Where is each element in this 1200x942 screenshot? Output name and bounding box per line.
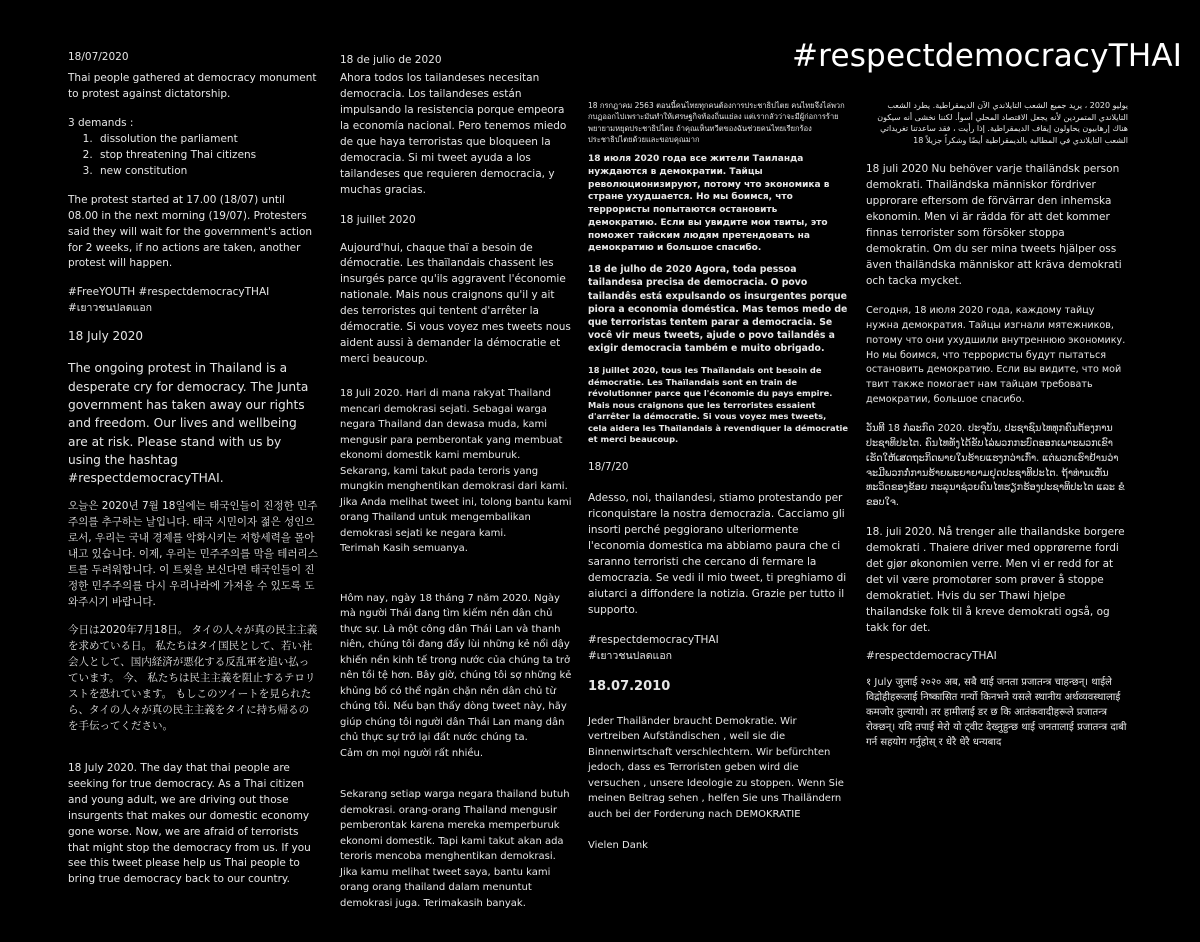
- hashtag-tag: #respectdemocracyTHAI: [866, 649, 997, 662]
- english-text-2: 18 July 2020. The day that thai people are seeking for true democracy. As a Thai citizen and young adult, we are driving out those insurgents that makes our domestic economy gone worse. Now, we are afraid of terrorists that might stop the democracy from us. If you see this tweet please help us Thai people to bring true democracy back to our country.: [68, 761, 311, 886]
- russian-text: 18 июля 2020 года все жители Таиланда нуждаются в демократии. Тайцы революционизируют, потому что экономика в стране ухудшается. Но мы боимся, что террористы попытаются остановить демократию. Если вы увидите мои твиты, это поможет тайским людям претендовать на демократию и большое спасибо.: [588, 154, 830, 254]
- french-text: Aujourd'hui, chaque thaï a besoin de démocratie. Les thaïlandais chassent les insurgés parce qu'ils aggravent l'économie nationale. Mais nous craignons qu'il y ait des terroristes qui tentent d'arrêter la démocratie. Si vous voyez mes tweets nous aident aussi à demander la démocratie et merci beaucoup.: [340, 241, 571, 366]
- demand-item: 3. new constitution: [96, 164, 318, 180]
- malay-text: Sekarang setiap warga negara thailand butuh demokrasi. orang-orang Thailand mengusir pemberontak karena mereka memperburuk ekonomi domestik. Tapi kami takut akan ada teroris mencoba menghentikan demokrasi. Jika kamu melihat tweet saya, bantu kami orang orang thailand dalam menuntut demokrasi juga. Terimakasih banyak.: [340, 789, 570, 909]
- column-3: [588, 100, 848, 890]
- column-2: [340, 53, 572, 909]
- thai-text: 18 กรกฎาคม 2563 ตอนนี้คนไทยทุกคนต้องการประชาธิปไตย คนไทยจึงไล่พวกกบฏออกไปเพราะมันทำให้เศรษฐกิจท้องถิ่นแย่ลง แต่เรากลัวว่าจะมีผู้ก่อการร้ายพยายามหยุดประชาธิปไตย ถ้าคุณเห็นทวีตของฉันช่วยคนไทยเรียกร้องประชาธิปไตยด้วยและขอบคุณมาก: [588, 101, 845, 144]
- lao-text: ວັນທີ 18 ກໍລະກົດ 2020. ປະຈຸບັນ, ປະຊາຊົນໄທທຸກຄົນຕ້ອງການປະຊາທິປະໄຕ. ຄົນໄທທັງໄດ້ຂັບໄລ່ພວກກະບົດອອກເພາະພວກເຂົາເຮັດໃຫ້ເສດຖະກິດພາຍໃນຮ້າຍແຮງກວ່າເກົ່າ. ແຕ່ພວກເຮົາຢ້ານວ່າຈະມີພວກກໍ່ການຮ້າຍພະຍາຍາມຢຸດປະຊາທິປະໄຕ. ຖ້າທ່ານເຫັນທະວິດຂອງຂ້ອຍ ກະລຸນາຊ່ວຍຄົນໄທຮຽກຮ້ອງປະຊາທິປະໄຕ ແລະ ຂໍຂອບໃຈ.: [866, 423, 1125, 509]
- hashtags: #FreeYOUTH #respectdemocracyTHAI #เยาวชนปลดแอก: [68, 286, 270, 315]
- spanish-text: Ahora todos los tailandeses necesitan democracia. Los tailandeses están impulsando la resistencia porque empeora la economía nacional. Pero tenemos miedo de que haya terroristas que bloqueen la democracia. Si mi tweet ayuda a los tailandeses que requieren democracia, y muchas gracias.: [340, 71, 567, 196]
- russian-text-2: Сегодня, 18 июля 2020 года, каждому тайцу нужна демократия. Тайцы изгнали мятежников, потому что они ухудшили внутреннюю экономику. Но мы боимся, что террористы будут пытаться остановить демократию. Если вы видите, что мой твит также помогает нам тайцам требовать демократии, большое спасибо.: [866, 305, 1126, 406]
- german-date: 18.07.2010: [588, 678, 671, 694]
- italian-date: 18/7/20: [588, 460, 629, 473]
- date-2: 18 July 2020: [68, 329, 144, 344]
- german-thanks: Vielen Dank: [588, 840, 648, 852]
- vietnamese-text: Hôm nay, ngày 18 tháng 7 năm 2020. Ngày mà người Thái đang tìm kiếm nền dân chủ thực sự. Là một công dân Thái Lan và thanh niên, chúng tôi đang đẩy lùi những kẻ nổi dậy khiến nền kinh tế trong nước của chúng ta trở nên tồi tệ hơn. Bây giờ, chúng tôi sợ những kẻ khủng bố có thể ngăn chặn nền dân chủ từ chúng tôi. Nếu bạn thấy dòng tweet này, hãy giúp chúng tôi người dân Thái Lan mang dân chủ thực sự trở lại đất nước chúng ta. Cảm ơn mọi người rất nhiều.: [340, 592, 572, 759]
- italian-hashtags: #respectdemocracyTHAI #เยาวชนปลดแอก: [588, 634, 719, 663]
- protest-text: The protest started at 17.00 (18/07) until 08.00 in the next morning (19/07). Protesters said they will wait for the government's action for 2 weeks, if no actions are taken, another protest will happen.: [68, 193, 313, 270]
- german-text: Jeder Thailänder braucht Demokratie. Wir vertreiben Aufständischen , weil sie die Binnenwirtschaft verschlechtern. Wir befürchten jedoch, dass es Terroristen geben wird die versuchen , unsere Ideologie zu stoppen. Wenn Sie meinen Beitrag sehen , helfen Sie uns Thailändern auch bei der Forderung nach DEMOKRATIE: [588, 715, 844, 820]
- french-date: 18 juillet 2020: [340, 213, 416, 226]
- indonesian-text: 18 Juli 2020. Hari di mana rakyat Thailand mencari demokrasi sejati. Sebagai warga negara Thailand dan dewasa muda, kami mengusir para pemberontak yang membuat ekonomi domestik kami memburuk. Sekarang, kami takut pada teroris yang mungkin menghentikan demokrasi dari kami. Jika Anda melihat tweet ini, tolong bantu kami orang Thailand untuk mengembalikan demokrasi sejati ke negara kami. Terimah Kasih semuanya.: [340, 388, 572, 555]
- intro-text: Thai people gathered at democracy monument to protest against dictatorship.: [68, 71, 317, 100]
- demands-heading: 3 demands :: [68, 116, 134, 129]
- demand-item: 2. stop threatening Thai citizens: [96, 148, 318, 164]
- swedish-text: 18 juli 2020 Nu behöver varje thailändsk person demokrati. Thailändska människor fördriver upprorare eftersom de förvärrar den inhemska ekonomin. Men vi är rädda för att det kommer finnas terrorister som försöker stoppa demokratin. Om du ser mina tweets hjälper oss även thailändska människor att kräva demokrati och tacka mycket.: [866, 163, 1122, 288]
- date-1: 18/07/2020: [68, 51, 129, 63]
- column-1: [68, 50, 318, 890]
- english-statement: The ongoing protest in Thailand is a desperate cry for democracy. The Junta government has taken away our rights and freedom. Our lives and wellbeing are at risk. Please stand with us by using the hashtag #respectdemocracyTHAI.: [68, 361, 309, 486]
- spanish-date: 18 de julio de 2020: [340, 54, 442, 66]
- nepali-text: १ July जुलाई २०२० अब, सबै थाई जनता प्रजातन्त्र चाहन्छन्। थाईले विद्रोहीहरूलाई निष्कासित गर्न्यो किनभने यसले स्थानीय अर्थव्यवस्थालाई कमजोर तुल्यायो। तर हामीलाई डर छ कि आतंकवादीहरूले प्रजातन्त्र रोक्छन्। यदि तपाई मेरो यो ट्वीट देख्नुहुन्छ थाई जनतालाई प्रजातन्त्र दाबी गर्न सहयोग गर्नुहोस् र धेरै धेरै धन्यबाद: [866, 676, 1127, 748]
- japanese-text: 今日は2020年7月18日。 タイの人々が真の民主主義を求めている日。 私たちはタイ国民として、若い社会人として、国内経済が悪化する反乱軍を追い払っています。 今、 私たちは民主主義を阻止するテロリストを恐れています。 もしこのツイートを見られたら、タイの人々が真の民主主義をタイに持ち帰るのを手伝ってください。: [68, 624, 318, 732]
- page-title: #respectdemocracyTHAI: [792, 38, 1183, 74]
- french-text-2: 18 juillet 2020, tous les Thaïlandais ont besoin de démocratie. Les Thaïlandais sont en train de révolutionner parce que l'économie du pays empire. Mais nous craignons que les terroristes essaient d'arrêter la démocratie. Si vous voyez mes tweets, cela aidera les Thaïlandais à revendiquer la démocratie et merci beaucoup.: [588, 365, 849, 445]
- italian-text: Adesso, noi, thailandesi, stiamo protestando per riconquistare la nostra democrazia. Cacciamo gli insorti perché peggiorano ulteriormente l'economia domestica ma abbiamo paura che ci saranno terroristi che cercano di fermare la democrazia. Se vedi il mio tweet, ti preghiamo di aiutarci a diffondere la notizia. Grazie per tutto il supporto.: [588, 492, 847, 617]
- korean-text: 오늘은 2020년 7월 18일에는 태국인들이 진정한 민주주의를 추구하는 날입니다. 태국 시민이자 젊은 성인으로서, 우리는 국내 경제를 악화시키는 저항세력을 몰아내고 있습니다. 이제, 우리는 민주주의를 막을 테러리스트를 두려워합니다. 이 트윗을 보신다면 태국인들이 진정한 민주주의를 다시 우리나라에 가져올 수 있도록 도와주시기 바랍니다.: [68, 500, 318, 609]
- demands-list: [68, 132, 318, 180]
- arabic-text: يوليو 2020 ، يريد جميع الشعب التايلاندي الآن الديمقراطية. يطرد الشعب التايلاندي المتمردين لأنه يجعل الاقتصاد المحلي أسوأ. لكننا نخشى أنه سيكون هناك إرهابيون يحاولون إيقاف الديمقراطية. إذا رأيت ، فقد ساعدتنا تغريداتي الشعب التايلاندي في المطالبة بالديمقراطية أيضًا وشكراً جزيلاً 18: [877, 101, 1128, 145]
- column-4: [866, 100, 1128, 890]
- portuguese-text: 18 de julho de 2020 Agora, toda pessoa tailandesa precisa de democracia. O povo tailandês está expulsando os insurgentes porque piora a economia doméstica. Mas temos medo de que terroristas tentem parar a democracia. Se você vir meus tweets, ajude o povo tailandês a exigir democracia também e muito obrigado.: [588, 264, 848, 355]
- norwegian-text: 18. juli 2020. Nå trenger alle thailandske borgere demokrati . Thaiere driver med opprørerne fordi det gjør økonomien verre. Men vi er redd for at det vil være promotører som prøver å stoppe demokratiet. Hvis du ser Thawi hjelpe thailandske folk til å kreve demokrati også, og takk for det.: [866, 526, 1125, 634]
- demand-item: 1. dissolution the parliament: [96, 132, 318, 148]
